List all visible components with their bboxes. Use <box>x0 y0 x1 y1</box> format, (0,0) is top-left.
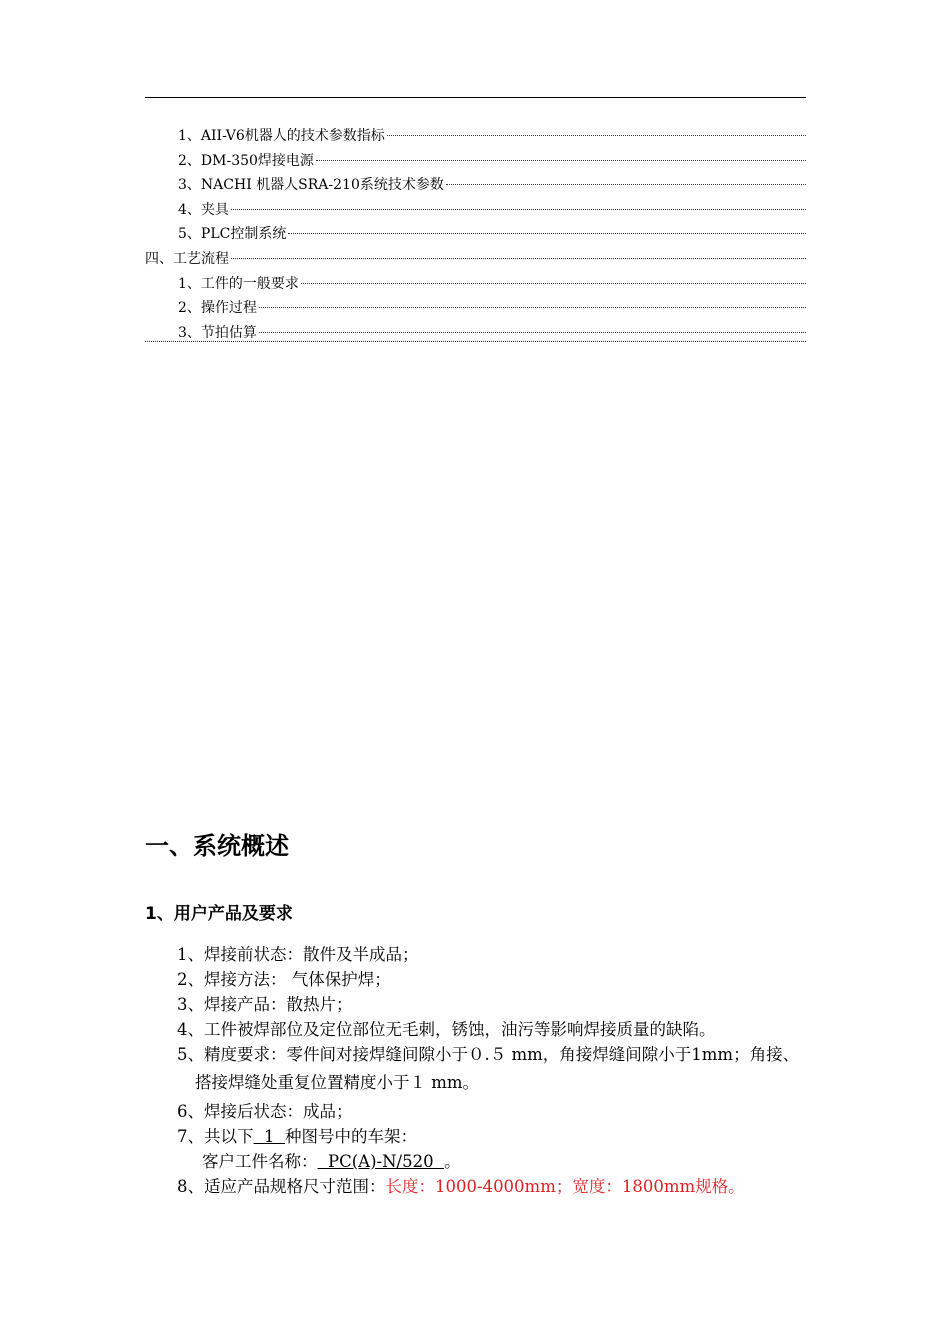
toc-entry-label: 1、工件的一般要求 <box>178 275 299 292</box>
toc-entry[interactable] <box>145 247 806 272</box>
toc-leader <box>259 307 806 308</box>
requirement-item: 3、焊接产品：散热片； <box>177 995 353 1014</box>
requirement-text: 7、共以下 <box>177 1127 254 1146</box>
toc-leader <box>288 233 806 234</box>
requirement-item-continuation: 搭接焊缝处重复位置精度小于１ mm。 <box>195 1073 480 1092</box>
toc-leader <box>145 341 806 342</box>
requirement-item <box>177 1174 837 1199</box>
toc-leader <box>231 258 806 259</box>
toc-entry[interactable] <box>145 296 806 321</box>
toc-leader <box>387 135 806 136</box>
customer-part-label: 客户工件名称： <box>202 1152 318 1171</box>
requirement-item-continuation <box>177 1149 837 1174</box>
toc-entry-label: 四、工艺流程 <box>145 250 229 267</box>
table-of-contents <box>145 124 806 370</box>
requirement-text: 8、适应产品规格尺寸范围： <box>177 1177 386 1196</box>
toc-entry-label: 3、节拍估算 <box>178 324 257 341</box>
toc-leader <box>446 184 806 185</box>
toc-leader <box>259 332 806 333</box>
toc-leader <box>316 160 806 161</box>
requirement-text: 。 <box>444 1152 461 1171</box>
header-rule <box>145 97 806 98</box>
toc-entry[interactable] <box>145 198 806 223</box>
requirement-item: 1、焊接前状态：散件及半成品； <box>177 945 419 964</box>
section-title: 一、系统概述 <box>145 832 289 860</box>
size-range-highlight: 长度：1000-4000mm；宽度：1800mm规格。 <box>385 1177 745 1196</box>
requirements-list <box>177 942 837 1199</box>
toc-entry-label: 4、夹具 <box>178 201 229 218</box>
toc-entry-label: 1、AII-V6机器人的技术参数指标 <box>178 128 385 144</box>
requirement-item <box>177 1124 837 1149</box>
toc-entry[interactable] <box>145 345 806 370</box>
toc-entry[interactable] <box>145 222 806 247</box>
toc-leader <box>231 209 806 210</box>
requirement-item: 4、工件被焊部位及定位部位无毛刺，锈蚀，油污等影响焊接质量的缺陷。 <box>177 1020 716 1039</box>
drawing-count-value: 1 <box>253 1127 285 1146</box>
toc-entry-label: 2、操作过程 <box>178 300 257 317</box>
toc-entry-label: 2、DM-350焊接电源 <box>178 152 314 169</box>
toc-entry-label: 3、NACHI 机器人SRA-210系统技术参数 <box>178 177 444 194</box>
toc-entry[interactable] <box>145 124 806 149</box>
requirement-item: 6、焊接后状态：成品； <box>177 1102 353 1121</box>
customer-part-value: PC(A)-N/520 <box>317 1152 445 1171</box>
toc-entry[interactable] <box>145 173 806 198</box>
subsection-title: 1、用户产品及要求 <box>145 904 293 924</box>
toc-entry[interactable] <box>145 149 806 174</box>
requirement-item: 2、焊接方法： 气体保护焊； <box>177 970 391 989</box>
requirement-text: 种图号中的车架： <box>284 1127 417 1146</box>
toc-entry[interactable] <box>145 272 806 297</box>
toc-entry-label: 5、PLC控制系统 <box>178 226 287 243</box>
toc-leader <box>301 283 806 284</box>
requirement-item: 5、精度要求：零件间对接焊缝间隙小于０.５ mm，角接焊缝间隙小于1mm；角接、 <box>177 1045 800 1064</box>
